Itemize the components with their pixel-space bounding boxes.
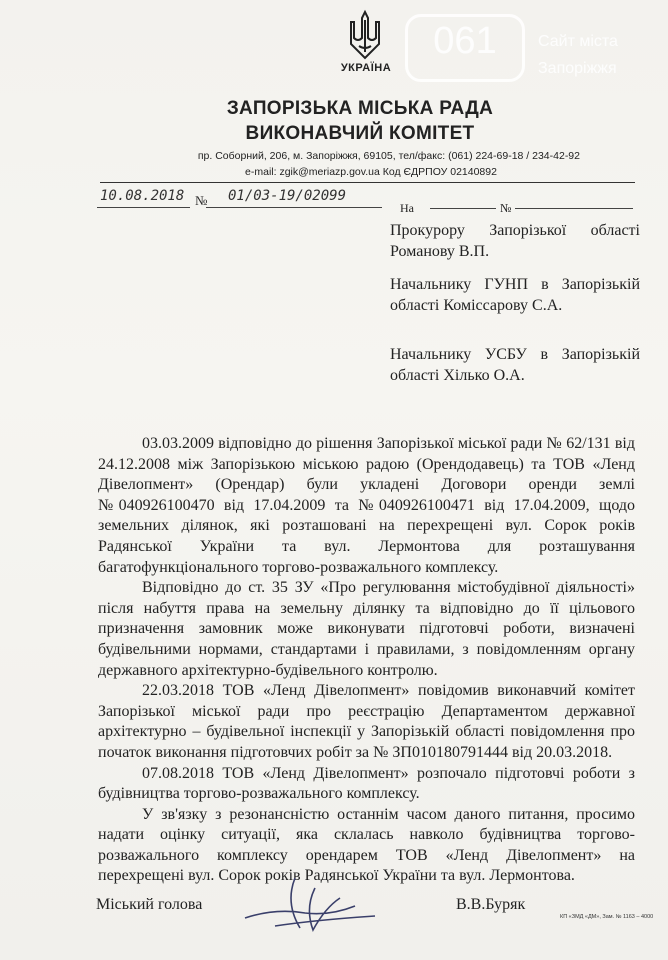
- letter-body: [98, 434, 635, 887]
- trident-emblem-icon: [345, 8, 385, 64]
- org-name-line2: ВИКОНАВЧИЙ КОМІТЕТ: [245, 123, 475, 144]
- reply-date-line: [430, 208, 496, 209]
- number-underline: [206, 207, 382, 208]
- org-name-line1: ЗАПОРІЗЬКА МІСЬКА РАДА: [226, 98, 494, 119]
- paragraph: Відповідно до ст. 35 ЗУ «Про регулювання містобудівної діяльності» після набуття права на земельну ділянку та відповідно до її цільового призначення замовник може виконувати підготовчі роботи, визначені будівельними нормами, стандартами і правилами, з повідомленням органу державного архітектурно-будівельного контролю.: [98, 579, 635, 679]
- reply-number-line: [515, 208, 633, 209]
- header-divider: [100, 182, 635, 183]
- paragraph: У зв'язку з резонансністю останнім часом даного питання, просимо надати оцінку ситуації, яка склалась навколо будівництва торгово-розважального комплексу орендарем ТОВ «Ленд Дівелопмент» на перехрещені вул. Сорок років Радянської України та вул. Лермонтова.: [98, 805, 635, 885]
- addressee-sbu: Начальнику УСБУ в Запорізькій області Хілько О.А.: [390, 346, 640, 384]
- watermark-text-line1: Сайт міста: [538, 33, 618, 50]
- watermark-number: 061: [433, 20, 497, 62]
- outgoing-number: 01/03-19/02099: [228, 188, 347, 204]
- paragraph: 03.03.2009 відповідно до рішення Запорізької міської ради № 62/131 від 24.12.2008 між Запорізькою міською радою (Орендодавець) та ТОВ «Ленд Дівелопмент» (Орендар) були укладені Договори оренди землі №040926100470 від 17.04.2009 та №040926100471 від 17.04.2009, щодо земельних ділянок, які розташовані на перехрещені вул. Сорок років Радянської України та вул. Лермонтова для розташування багатофункціонального торгово-розважального комплексу.: [98, 435, 635, 576]
- handwritten-signature: [235, 868, 385, 938]
- country-label: УКРАЇНА: [340, 62, 392, 74]
- number-sign: №: [195, 193, 208, 208]
- reply-number-sign: №: [500, 201, 512, 215]
- print-mark: КП «ЗМД «ДМ», Зам. № 1163 – 4000: [560, 914, 654, 920]
- watermark-text-line2: Запоріжжя: [538, 60, 617, 77]
- org-email: e-mail: zgik@meriazp.gov.ua Код ЄДРПОУ 02140892: [245, 166, 497, 178]
- paragraph: 07.08.2018 ТОВ «Ленд Дівелопмент» розпочало підготовчі роботи з будівництва торгово-розважального комплексу.: [98, 764, 635, 803]
- org-address: пр. Соборний, 206, м. Запоріжжя, 69105, тел/факс: (061) 224-69-18 / 234-42-92: [197, 150, 580, 162]
- reply-to-label: На: [400, 201, 414, 215]
- date-underline: [97, 207, 190, 208]
- signatory-position: Міський голова: [96, 896, 203, 913]
- addressee-police: Начальнику ГУНП в Запорізькій області Коміссарову С.А.: [390, 276, 640, 314]
- paragraph: 22.03.2018 ТОВ «Ленд Дівелопмент» повідомив виконавчий комітет Запорізької міської ради про реєстрацію Департаментом державної архітектурно – будівельної інспекції у Запорізькій області повідомлення про початок виконання підготовчих робіт за № ЗП010180791444 від 20.03.2018.: [98, 682, 635, 761]
- addressee-prosecutor: Прокурору Запорізької області Романову В.П.: [390, 222, 640, 260]
- letter-date: 10.08.2018: [100, 188, 185, 204]
- signatory-name: В.В.Буряк: [456, 896, 526, 913]
